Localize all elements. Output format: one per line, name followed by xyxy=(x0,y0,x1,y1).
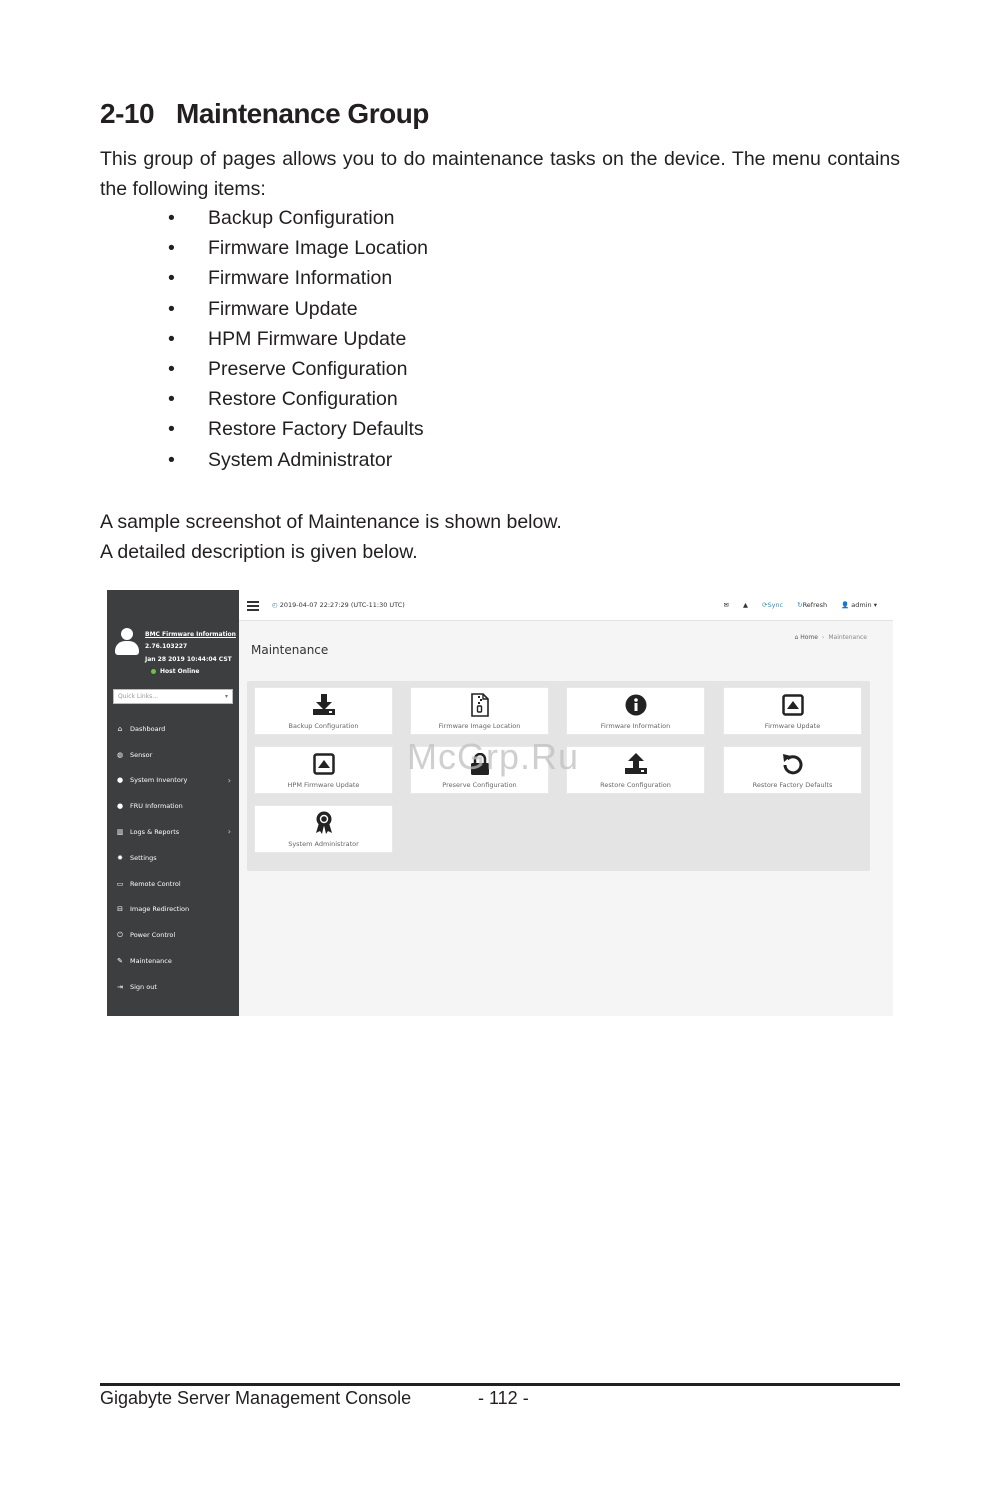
list-item: • Backup Configuration xyxy=(168,207,395,229)
info-icon: ● xyxy=(116,802,124,811)
user-icon: 👤 xyxy=(841,601,850,609)
sidebar-item-fru-information[interactable]: ● FRU Information xyxy=(116,802,183,811)
tile-firmware-information[interactable]: Firmware Information xyxy=(566,687,705,735)
clock-icon: ◴ xyxy=(272,601,278,609)
chevron-right-icon: › xyxy=(227,775,231,785)
refresh-icon: ↻ xyxy=(797,601,803,609)
power-icon: ⏻ xyxy=(117,930,123,939)
chevron-right-icon: › xyxy=(227,827,231,837)
certificate-icon xyxy=(255,812,392,834)
home-icon: ⌂ xyxy=(117,724,123,733)
upload-box-icon xyxy=(255,753,392,775)
list-item: • Firmware Update xyxy=(168,297,358,320)
list-item: • Firmware Image Location xyxy=(168,237,429,260)
watermark-text: McGrp.Ru xyxy=(407,736,580,777)
caret-down-icon: ▾ xyxy=(224,693,228,700)
upload-icon xyxy=(567,753,704,775)
sync-button[interactable]: ⟳Sync xyxy=(761,601,784,609)
tile-restore-configuration[interactable]: Restore Configuration xyxy=(566,746,705,794)
warning-icon[interactable]: ▲ xyxy=(742,601,748,609)
hamburger-menu-icon[interactable] xyxy=(247,601,259,610)
info-icon: ● xyxy=(116,776,124,785)
page-title: Maintenance xyxy=(251,643,329,657)
drive-icon: ⊟ xyxy=(117,905,123,914)
list-item: • Preserve Configuration xyxy=(168,357,408,380)
upload-box-icon xyxy=(724,694,861,716)
page-number: - 112 - xyxy=(478,1388,529,1408)
sensor-icon: ◍ xyxy=(116,750,124,759)
section-heading xyxy=(100,98,429,130)
download-icon xyxy=(255,694,392,716)
tile-system-administrator[interactable]: System Administrator xyxy=(254,805,393,853)
user-menu[interactable]: 👤 admin ▾ xyxy=(841,601,877,609)
caret-down-icon: ▾ xyxy=(873,601,877,609)
sidebar-item-image-redirection[interactable]: ⊟ Image Redirection xyxy=(115,897,231,923)
sidebar-item-settings[interactable]: ✹ Settings xyxy=(115,845,231,871)
list-item: • Restore Configuration xyxy=(168,388,398,411)
sidebar xyxy=(107,590,239,1016)
tile-preserve-configuration[interactable]: Preserve Configuration xyxy=(410,746,549,794)
user-avatar-icon xyxy=(115,628,139,656)
tile-backup-configuration[interactable]: Backup Configuration xyxy=(254,687,393,735)
breadcrumb: ⌂ Home › Maintenance xyxy=(794,634,867,641)
tile-firmware-image-location[interactable]: Firmware Image Location xyxy=(410,687,549,735)
screenshot-note: A sample screenshot of Maintenance is shown below. A detailed description is given below. xyxy=(100,511,562,563)
firmware-info-link[interactable]: BMC Firmware Information xyxy=(145,631,236,638)
sidebar-item-dashboard[interactable]: ⌂ Dashboard xyxy=(115,716,231,742)
sidebar-item-sign-out[interactable]: ⇥ Sign out xyxy=(115,974,231,1000)
sidebar-item-maintenance[interactable]: ✎ Maintenance xyxy=(115,948,231,974)
undo-icon xyxy=(724,753,861,775)
list-item: • System Administrator xyxy=(168,448,393,471)
breadcrumb-current: Maintenance xyxy=(828,634,867,641)
top-bar xyxy=(239,590,893,621)
tile-restore-factory-defaults[interactable]: Restore Factory Defaults xyxy=(723,746,862,794)
breadcrumb-home[interactable]: Home xyxy=(800,634,818,641)
section-title: Maintenance Group xyxy=(176,98,429,129)
sidebar-item-power-control[interactable]: ⏻ Power Control xyxy=(115,922,231,948)
refresh-button[interactable]: ↻Refresh xyxy=(797,601,828,609)
sidebar-menu xyxy=(115,716,231,1000)
maintenance-screenshot xyxy=(107,590,893,1016)
maintenance-items-list xyxy=(168,203,428,475)
datetime-display: ◴ 2019-04-07 22:27:29 (UTC-11:30 UTC) xyxy=(272,601,405,609)
sidebar-item-remote-control[interactable]: ▭ Remote Control xyxy=(116,879,181,888)
quick-links-select[interactable]: Quick Links... ▾ xyxy=(113,689,233,704)
sidebar-item-logs-reports[interactable]: ▥ Logs & Reports › xyxy=(116,827,231,837)
list-item: • Restore Factory Defaults xyxy=(168,418,424,441)
gear-icon: ✹ xyxy=(117,853,123,862)
info-icon xyxy=(567,694,704,716)
zip-file-icon xyxy=(411,694,548,716)
sidebar-item-system-inventory[interactable]: ● System Inventory › xyxy=(116,775,231,785)
tile-hpm-firmware-update[interactable]: HPM Firmware Update xyxy=(254,746,393,794)
section-number: 2-10 xyxy=(100,98,155,129)
host-status: Host Online xyxy=(151,666,236,678)
sync-icon: ⟳ xyxy=(761,601,768,609)
monitor-icon: ▭ xyxy=(116,879,124,888)
list-item: • Firmware Information xyxy=(168,267,393,290)
bar-chart-icon: ▥ xyxy=(116,828,124,837)
sign-out-icon: ⇥ xyxy=(117,982,123,991)
firmware-info-block: BMC Firmware Information 2.76.103227 Jan 28 2019 10:44:04 CST Host Online xyxy=(145,629,236,678)
home-icon: ⌂ xyxy=(794,634,799,641)
envelope-icon[interactable]: ✉ xyxy=(723,601,729,609)
list-item: • HPM Firmware Update xyxy=(168,327,407,350)
sidebar-item-sensor[interactable]: ◍ Sensor xyxy=(116,750,153,759)
footer-title: Gigabyte Server Management Console xyxy=(100,1388,412,1408)
wrench-icon: ✎ xyxy=(117,957,123,966)
tile-firmware-update[interactable]: Firmware Update xyxy=(723,687,862,735)
intro-paragraph: This group of pages allows you to do maintenance tasks on the device. The menu contains the following items: xyxy=(100,148,900,200)
